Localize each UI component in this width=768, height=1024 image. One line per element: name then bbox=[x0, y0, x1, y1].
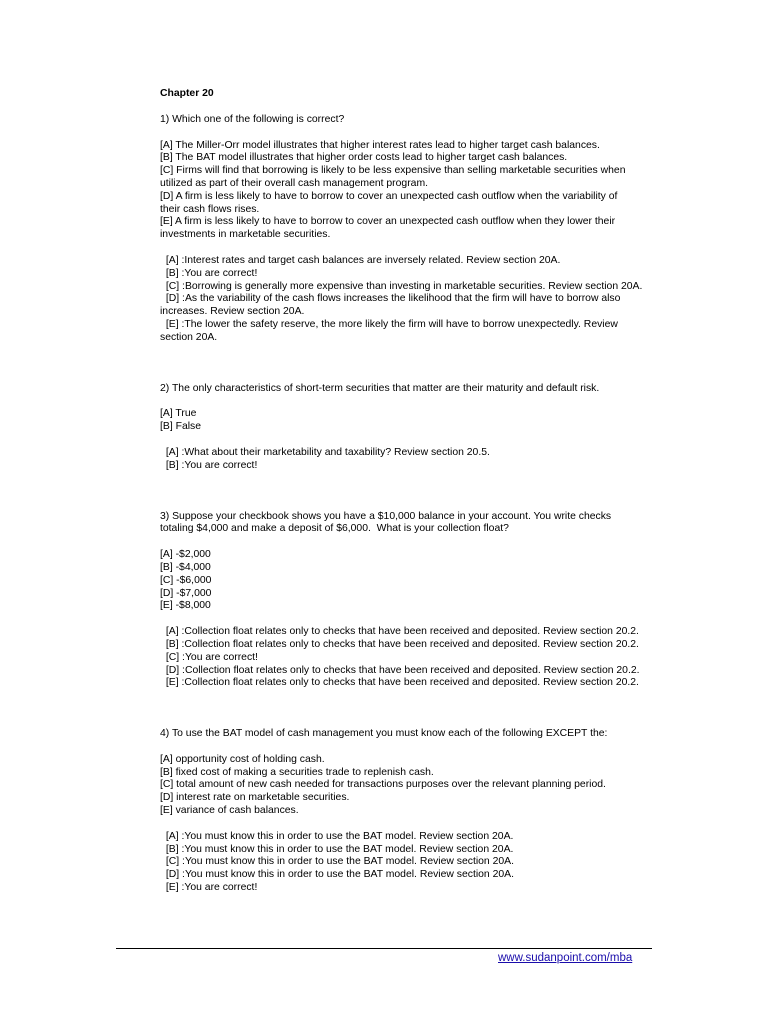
answer-option: [B] fixed cost of making a securities trade to replenish cash. bbox=[160, 766, 434, 778]
question-text bbox=[160, 728, 660, 741]
answer-options bbox=[160, 549, 660, 613]
answer-option: their cash flows rises. bbox=[160, 203, 260, 215]
answer-option: [B] -$4,000 bbox=[160, 561, 211, 573]
answer-option: [C] total amount of new cash needed for transactions purposes over the relevant planning period. bbox=[160, 779, 606, 791]
feedback-line: [E] :The lower the safety reserve, the more likely the firm will have to borrow unexpectedly. Review bbox=[163, 318, 618, 330]
answer-option: [A] opportunity cost of holding cash. bbox=[160, 753, 325, 765]
feedback-line: [E] :Collection float relates only to checks that have been received and deposited. Review section 20.2. bbox=[163, 677, 639, 689]
feedback-line: [A] :What about their marketability and taxability? Review section 20.5. bbox=[163, 446, 490, 458]
answer-option: [B] False bbox=[160, 421, 201, 433]
answer-option: utilized as part of their overall cash management program. bbox=[160, 177, 428, 189]
question-text bbox=[160, 511, 660, 537]
feedback-line: [C] :Borrowing is generally more expensive than investing in marketable securities. Review section 20A. bbox=[163, 280, 643, 292]
question-block bbox=[160, 383, 660, 473]
answer-option: [E] -$8,000 bbox=[160, 600, 211, 612]
question-line: 1) Which one of the following is correct? bbox=[160, 113, 345, 125]
question-block bbox=[160, 728, 660, 895]
question-block bbox=[160, 511, 660, 691]
feedback-line: [A] :You must know this in order to use the BAT model. Review section 20A. bbox=[163, 830, 514, 842]
answer-option: investments in marketable securities. bbox=[160, 229, 331, 241]
feedback-line: [B] :You are correct! bbox=[163, 459, 258, 471]
question-text bbox=[160, 114, 660, 127]
feedback-line: [B] :You are correct! bbox=[163, 267, 258, 279]
answer-option: [A] True bbox=[160, 408, 197, 420]
question-spacer bbox=[160, 345, 660, 383]
answer-option: [A] -$2,000 bbox=[160, 549, 211, 561]
feedback-line: [A] :Collection float relates only to checks that have been received and deposited. Review section 20.2. bbox=[163, 626, 639, 638]
question-list bbox=[160, 114, 660, 895]
footer-website-link[interactable]: www.sudanpoint.com/mba bbox=[498, 952, 633, 964]
document-content bbox=[160, 88, 660, 895]
feedback-line: [B] :You must know this in order to use the BAT model. Review section 20A. bbox=[163, 843, 514, 855]
answer-option: [D] -$7,000 bbox=[160, 587, 212, 599]
answer-feedback bbox=[160, 447, 660, 473]
answer-option: [A] The Miller-Orr model illustrates that higher interest rates lead to higher target cash balances. bbox=[160, 139, 600, 151]
feedback-line: [D] :Collection float relates only to checks that have been received and deposited. Review section 20.2. bbox=[163, 664, 640, 676]
answer-option: [B] The BAT model illustrates that higher order costs lead to higher target cash balances. bbox=[160, 152, 568, 164]
answer-feedback bbox=[160, 626, 660, 690]
feedback-line: increases. Review section 20A. bbox=[160, 306, 305, 318]
feedback-line: [D] :You must know this in order to use the BAT model. Review section 20A. bbox=[163, 869, 514, 881]
answer-option: [D] A firm is less likely to have to borrow to cover an unexpected cash outflow when the variability of bbox=[160, 190, 618, 202]
question-spacer bbox=[160, 690, 660, 728]
question-line: 4) To use the BAT model of cash management you must know each of the following EXCEPT the: bbox=[160, 728, 608, 740]
feedback-line: [A] :Interest rates and target cash balances are inversely related. Review section 20A. bbox=[163, 254, 561, 266]
answer-option: [E] A firm is less likely to have to borrow to cover an unexpected cash outflow when they lower their bbox=[160, 216, 616, 228]
answer-options bbox=[160, 754, 660, 818]
question-line: 3) Suppose your checkbook shows you have a $10,000 balance in your account. You write checks bbox=[160, 510, 612, 522]
answer-feedback bbox=[160, 255, 660, 345]
answer-option: [D] interest rate on marketable securities. bbox=[160, 792, 350, 804]
question-spacer bbox=[160, 473, 660, 511]
feedback-line: [B] :Collection float relates only to checks that have been received and deposited. Review section 20.2. bbox=[163, 638, 639, 650]
answer-option: [C] Firms will find that borrowing is likely to be less expensive than selling marketable securities when bbox=[160, 165, 626, 177]
answer-feedback bbox=[160, 831, 660, 895]
feedback-line: [C] :You must know this in order to use the BAT model. Review section 20A. bbox=[163, 856, 514, 868]
answer-option: [E] variance of cash balances. bbox=[160, 805, 299, 817]
answer-options bbox=[160, 408, 660, 434]
chapter-title: Chapter 20 bbox=[160, 88, 214, 99]
question-block bbox=[160, 114, 660, 345]
answer-option: [C] -$6,000 bbox=[160, 574, 212, 586]
feedback-line: [E] :You are correct! bbox=[163, 882, 258, 894]
question-line: 2) The only characteristics of short-term securities that matter are their maturity and default risk. bbox=[160, 382, 600, 394]
feedback-line: [C] :You are correct! bbox=[163, 651, 258, 663]
question-line: totaling $4,000 and make a deposit of $6,000. What is your collection float? bbox=[160, 523, 509, 535]
answer-options bbox=[160, 140, 660, 242]
question-text bbox=[160, 383, 660, 396]
footer-divider bbox=[116, 948, 652, 949]
feedback-line: section 20A. bbox=[160, 331, 218, 343]
feedback-line: [D] :As the variability of the cash flows increases the likelihood that the firm will have to borrow also bbox=[163, 293, 621, 305]
